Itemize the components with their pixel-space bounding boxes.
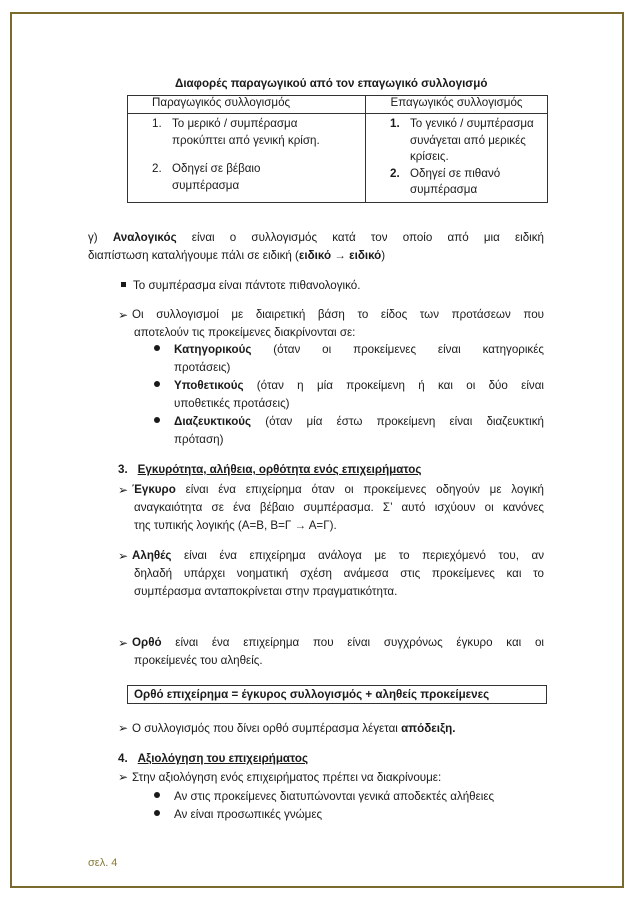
arrow-bullet-icon: ➢ xyxy=(118,483,129,497)
evaluation-intro: ➢ Στην αξιολόγηση ενός επιχειρήματος πρέπει να διακρίνουμε: xyxy=(118,770,442,784)
proof-paragraph: ➢ Ο συλλογισμός που δίνει ορθό συμπέρασμα λέγεται απόδειξη. xyxy=(118,721,456,735)
list-item: Διαζευκτικούς (όταν μία έστω προκείμενη είναι διαζευκτική πρόταση) xyxy=(154,413,544,449)
table-caption: Διαφορές παραγωγικού από τον επαγωγικό συλλογισμό xyxy=(175,77,488,90)
list-item: Κατηγορικούς (όταν οι προκείμενες είναι κατηγορικές προτάσεις) xyxy=(154,341,544,377)
dot-bullet-icon xyxy=(154,345,160,351)
dot-bullet-icon xyxy=(154,810,160,816)
dot-bullet-icon xyxy=(154,792,160,798)
valid-paragraph: ➢ Έγκυρο είναι ένα επιχείρημα όταν οι προκείμενες οδηγούν με λογική αναγκαιότητα σε ένα βέβαιο συμπέρασμα. Σ’ αυτό ισχύουν οι κανόνες της τυπικής λογικής (Α=Β, Β=Γ → Α=Γ). xyxy=(118,483,544,532)
deductive-item-2: 2. Οδηγεί σε βέβαιο συμπέρασμα xyxy=(152,162,261,192)
inductive-item-2: 2. Οδηγεί σε πιθανό συμπέρασμα xyxy=(390,166,501,196)
section-3-heading: 3. Εγκυρότητα, αλήθεια, ορθότητα ενός επιχειρήματος xyxy=(118,463,422,476)
sound-argument-formula: Ορθό επιχείρημα = έγκυρος συλλογισμός + αληθείς προκείμενες xyxy=(127,685,547,704)
analogical-paragraph: γ) Αναλογικός είναι ο συλλογισμός κατά τον οποίο από μια ειδική διαπίστωση καταλήγουμε πάλι σε ειδική (ειδικό → ειδικό) xyxy=(88,231,544,262)
deductive-cell xyxy=(128,114,366,203)
section-4-heading: 4. Αξιολόγηση του επιχειρήματος xyxy=(118,752,308,765)
list-item: Αν είναι προσωπικές γνώμες xyxy=(154,806,494,824)
square-bullet-icon xyxy=(121,282,126,287)
sound-paragraph: ➢ Ορθό είναι ένα επιχείρημα που είναι συγχρόνως έγκυρο και οι προκείμενές του αληθείς. xyxy=(118,636,544,667)
dot-bullet-icon xyxy=(154,417,160,423)
division-paragraph: ➢ Οι συλλογισμοί με διαιρετική βάση το είδος των προτάσεων που αποτελούν τις προκείμενες διακρίνονται σε: xyxy=(118,308,544,339)
inductive-item-1: 1. Το γενικό / συμπέρασμα συνάγεται από μερικές κρίσεις. xyxy=(390,117,534,163)
deductive-item-1: 1. Το μερικό / συμπέρασμα προκύπτει από γενική κρίση. xyxy=(152,117,320,147)
header-deductive: Παραγωγικός συλλογισμός xyxy=(128,96,366,114)
page-number: σελ. 4 xyxy=(88,857,118,869)
arrow-bullet-icon: ➢ xyxy=(118,721,129,735)
arrow-bullet-icon: ➢ xyxy=(118,549,129,563)
true-paragraph: ➢ Αληθές είναι ένα επιχείρημα ανάλογα με το περιεχόμενό του, αν δηλαδή υπάρχει νοηματική σχέση ανάμεσα στις προκείμενες και το συμπέρασμα ανταποκρίνεται στην πραγματικότητα. xyxy=(118,549,544,598)
arrow-bullet-icon: ➢ xyxy=(118,770,129,784)
list-item: Αν στις προκείμενες διατυπώνονται γενικά αποδεκτές αλήθειες xyxy=(154,788,494,806)
header-inductive: Επαγωγικός συλλογισμός xyxy=(366,96,548,114)
evaluation-list xyxy=(154,788,494,824)
probabilistic-note: Το συμπέρασμα είναι πάντοτε πιθανολογικό. xyxy=(121,278,360,294)
arrow-bullet-icon: ➢ xyxy=(118,308,129,322)
comparison-table xyxy=(127,95,548,203)
dot-bullet-icon xyxy=(154,381,160,387)
list-item: Υποθετικούς (όταν η μία προκείμενη ή και οι δύο είναι υποθετικές προτάσεις) xyxy=(154,377,544,413)
division-types-list xyxy=(154,341,544,449)
arrow-bullet-icon: ➢ xyxy=(118,636,129,650)
inductive-cell xyxy=(366,114,548,203)
